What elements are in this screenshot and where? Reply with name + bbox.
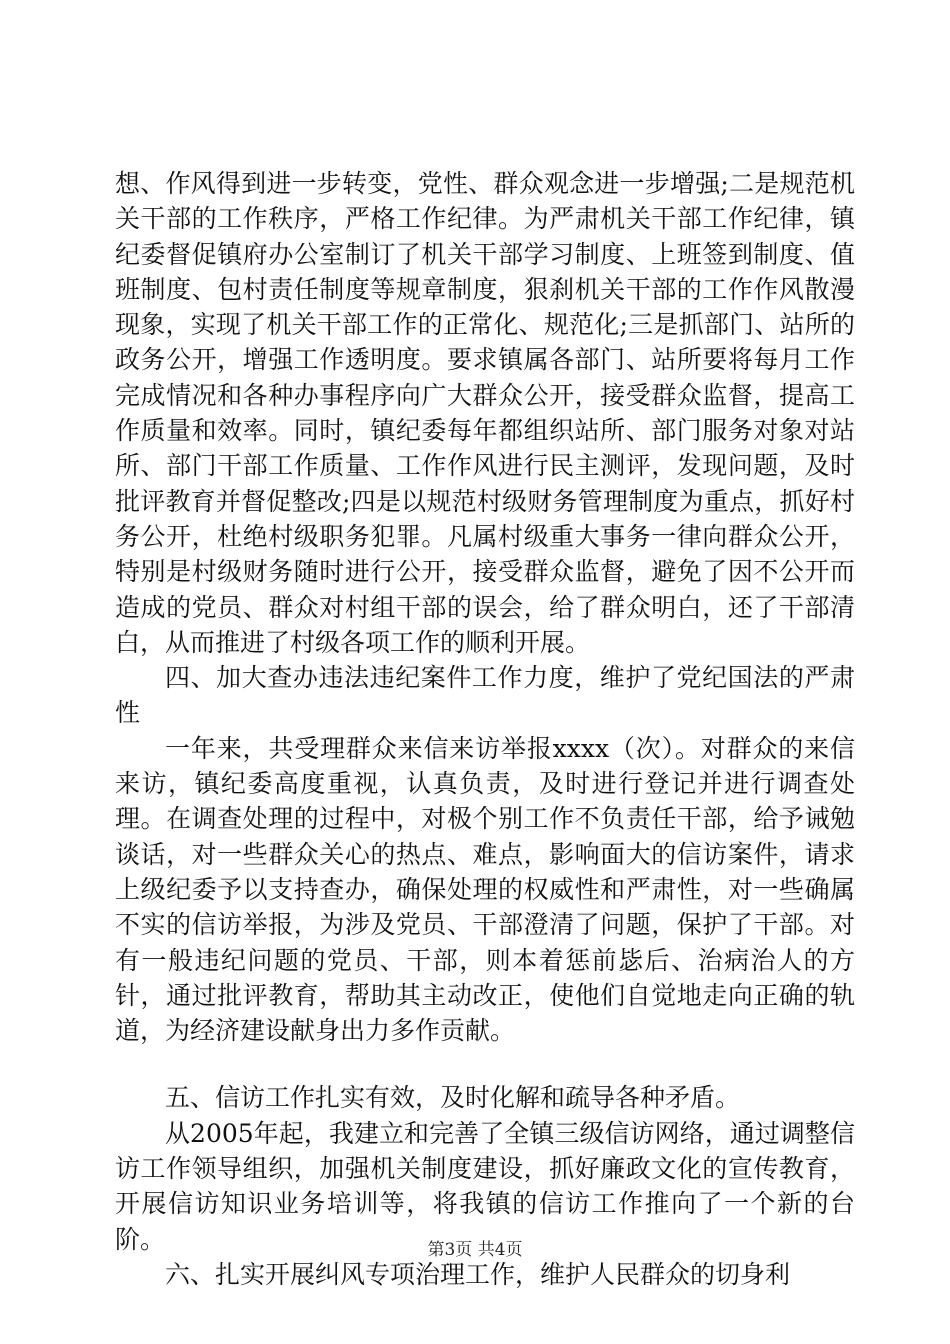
page-number-footer: 第3页 共4页	[427, 1240, 523, 1260]
section-heading-six: 六、扎实开展纠风专项治理工作，维护人民群众的切身利	[165, 1259, 791, 1289]
paragraph-spacer	[115, 1048, 855, 1080]
document-body	[115, 166, 855, 1292]
paragraph-discipline-measures: 想、作风得到进一步转变，党性、群众观念进一步增强;二是规范机关干部的工作秩序，严格工作纪律。为严肃机关干部工作纪律，镇纪委督促镇府办公室制订了机关干部学习制度、上班签到制度、值班制度、包村责任制度等规章制度，狠刹机关干部的工作作风散漫现象，实现了机关干部工作的正常化、规范化;三是抓部门、站所的政务公开，增强工作透明度。要求镇属各部门、站所要将每月工作完成情况和各种办事程序向广大群众公开，接受群众监督，提高工作质量和效率。同时，镇纪委每年都组织站所、部门服务对象对站所、部门干部工作质量、工作作风进行民主测评，发现问题，及时批评教育并督促整改;四是以规范村级财务管理制度为重点，抓好村务公开，杜绝村级职务犯罪。凡属村级重大事务一律向群众公开，特别是村级财务随时进行公开，接受群众监督，避免了因不公开而造成的党员、群众对村组干部的误会，给了群众明白，还了干部清白，从而推进了村级各项工作的顺利开展。	[115, 169, 855, 657]
paragraph-petition-network: 从2005年起，我建立和完善了全镇三级信访网络，通过调整信访工作领导组织，加强机关制度建设，抓好廉政文化的宣传教育，开展信访知识业务培训等，将我镇的信访工作推向了一个新的台阶。	[115, 1118, 855, 1254]
paragraph-case-handling: 一年来，共受理群众来信来访举报xxxx（次）。对群众的来信来访，镇纪委高度重视，认真负责，及时进行登记并进行调查处理。在调查处理的过程中，对极个别工作不负责任干部，给予诫勉谈话，对一些群众关心的热点、难点，影响面大的信访案件，请求上级纪委予以支持查办，确保处理的权威性和严肃性，对一些确属不实的信访举报，为涉及党员、干部澄清了问题，保护了干部。对有一般违纪问题的党员、干部，则本着惩前毖后、治病治人的方针，通过批评教育，帮助其主动改正，使他们自觉地走向正确的轨道，为经济建设献身出力多作贡献。	[115, 733, 855, 1046]
section-heading-four: 四、加大查办违法违纪案件工作力度，维护了党纪国法的严肃性	[115, 663, 855, 728]
section-heading-five: 五、信访工作扎实有效，及时化解和疏导各种矛盾。	[165, 1083, 741, 1113]
